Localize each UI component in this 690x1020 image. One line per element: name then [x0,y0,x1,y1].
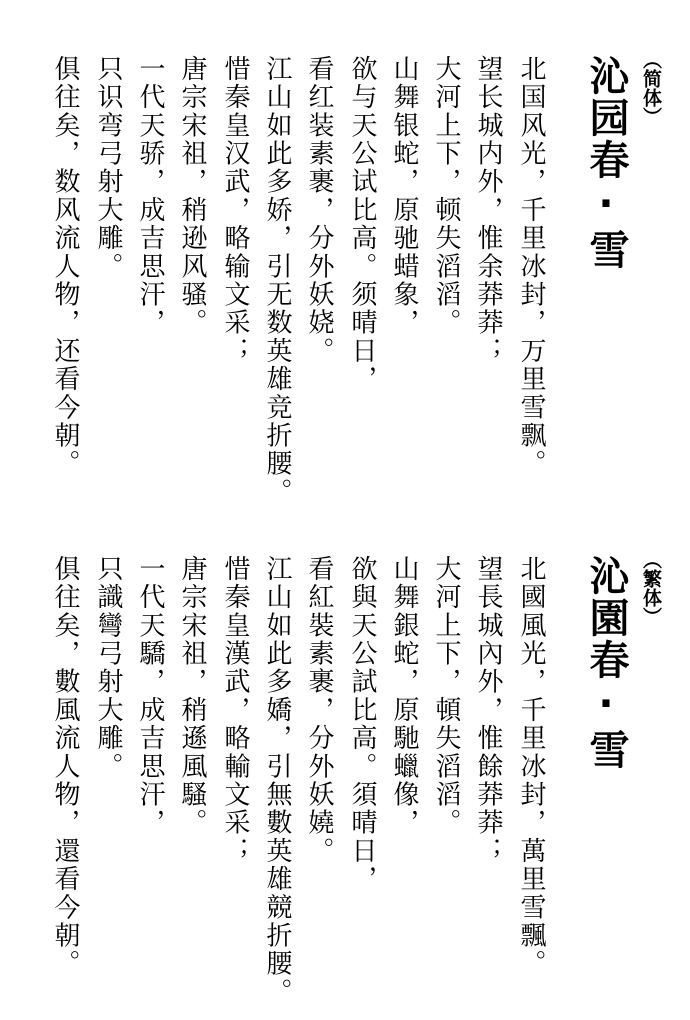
poem-line: 山舞銀蛇，原馳蠟像， [389,555,419,837]
poem-line: 只識彎弓射大雕。 [93,555,123,781]
simplified-label: （简体） [640,50,662,126]
poem-line: 江山如此多嬌，引無數英雄競折腰。 [262,555,292,1007]
poem-line: 欲与天公试比高。须晴日， [347,55,377,394]
poem-line: 北國風光，千里冰封，萬里雪飄。 [516,555,546,978]
poem-line: 江山如此多娇，引无数英雄竞折腰。 [262,55,292,507]
poem-line: 北国风光，千里冰封，万里雪飘。 [516,55,546,478]
poem-line: 俱往矣，数风流人物，还看今朝。 [50,55,80,478]
traditional-poem-title: 沁園春·雪 [583,555,629,771]
poem-line: 俱往矣，數風流人物，還看今朝。 [50,555,80,978]
poem-line: 一代天骄，成吉思汗， [135,55,165,337]
poem-line: 大河上下，頓失滔滔。 [431,555,461,837]
poem-line: 一代天驕，成吉思汗， [135,555,165,837]
traditional-label: （繁体） [640,550,662,626]
simplified-poem-title: 沁园春·雪 [583,55,629,271]
poem-line: 望長城內外，惟餘莽莽； [473,555,503,866]
simplified-section [0,0,690,507]
poem-line: 只识弯弓射大雕。 [93,55,123,281]
poem-line: 大河上下，顿失滔滔。 [431,55,461,337]
poem-line: 唐宗宋祖，稍逊风骚。 [177,55,207,337]
poem-line: 山舞银蛇，原驰蜡象， [389,55,419,337]
poem-line: 看红装素裹，分外妖娆。 [304,55,334,366]
poem-line: 惜秦皇漢武，略輸文采； [220,555,250,866]
poem-line: 唐宗宋祖，稍遜風騷。 [177,555,207,837]
poem-line: 惜秦皇汉武，略输文采； [220,55,250,366]
poem-line: 欲與天公試比高。須晴日， [347,555,377,894]
poem-line: 望长城内外，惟余莽莽； [473,55,503,366]
poem-line: 看紅裝素裹，分外妖嬈。 [304,555,334,866]
traditional-section [0,500,690,1007]
